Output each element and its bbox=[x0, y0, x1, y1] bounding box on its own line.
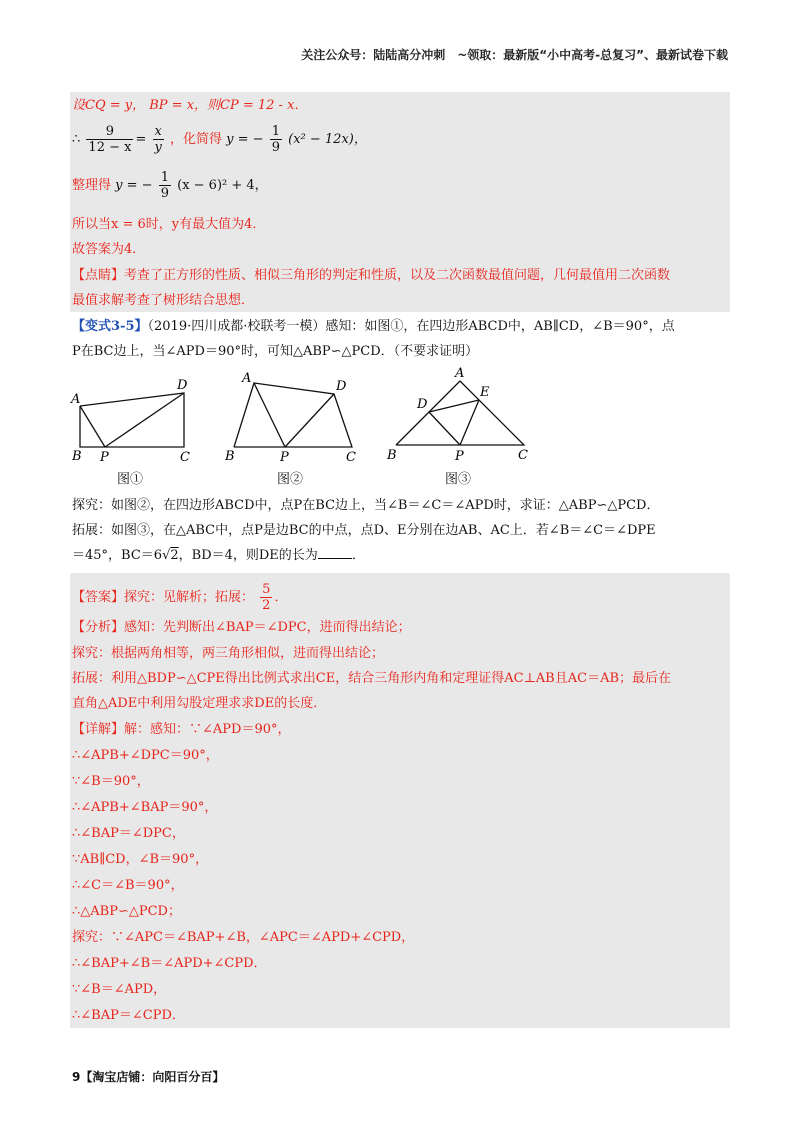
solution-line-4: 所以当x = 6时，y有最大值为4． bbox=[72, 217, 266, 232]
fraction: $\frac{9}{12 - x}$ bbox=[88, 124, 132, 155]
figure-1 bbox=[68, 370, 198, 462]
page-footer: 9【淘宝店铺：向阳百分百】 bbox=[72, 1070, 225, 1084]
answer-line: 【答案】探究：见解析；拓展： $\frac{5}{2}$ ． bbox=[72, 582, 288, 613]
figure-2-caption: 图② bbox=[277, 472, 304, 487]
detail-line-4: ∴∠APB+∠BAP＝90°， bbox=[72, 800, 218, 815]
fig1-label-a: A bbox=[71, 392, 81, 407]
problem-line-5: ＝45°，BC＝6√2，BD＝4，则DE的长为 ． bbox=[72, 548, 365, 563]
solution-line-5: 故答案为4． bbox=[72, 242, 146, 257]
detail-line-7: ∴∠C＝∠B＝90°， bbox=[72, 878, 184, 893]
fig2-label-p: P bbox=[280, 450, 289, 462]
problem-line-2: P在BC边上，当∠APD＝90°时，可知△ABP∽△PCD．（不要求证明） bbox=[72, 344, 479, 359]
fig3-label-c: C bbox=[518, 448, 528, 462]
detail-line-1: 【详解】解：感知：∵∠APD＝90°， bbox=[72, 722, 291, 737]
fraction: $\frac{1}{9}$ bbox=[160, 170, 169, 201]
analysis-line-4: 直角△ADE中利用勾股定理求求DE的长度． bbox=[72, 696, 327, 711]
problem-line-3: 探究：如图②，在四边形ABCD中，点P在BC边上，当∠B＝∠C＝∠APD时，求证：△ABP∽△PCD． bbox=[72, 498, 660, 513]
comment-line-2: 最值求解考查了树形结合思想． bbox=[72, 293, 255, 308]
analysis-line-3: 拓展：利用△BDP∽△CPE得出比例式求出CE，结合三角形内角和定理证得AC⊥AB且AC＝AB；最后在 bbox=[72, 671, 672, 686]
detail-line-6: ∵AB∥CD，∠B＝90°， bbox=[72, 852, 209, 867]
solution-line-2: ∴ $\frac{9}{12 - x}$ = $\frac{x}{y}$ ，化简得 y = − $\frac{1}{9}$ (x² − 12x)， bbox=[72, 124, 367, 155]
problem-line-4: 拓展：如图③，在△ABC中，点P是边BC的中点，点D、E分别在边AB、AC上．若∠B＝∠C＝∠DPE bbox=[72, 523, 656, 538]
fig2-label-a: A bbox=[242, 371, 252, 386]
figure-3-caption: 图③ bbox=[445, 472, 472, 487]
fig2-label-d: D bbox=[336, 379, 347, 394]
fig3-label-d: D bbox=[417, 397, 428, 412]
problem-line-1: 【变式3-5】（2019·四川成都·校联考一模）感知：如图①，在四边形ABCD中，AB∥CD，∠B＝90°，点 bbox=[72, 319, 675, 334]
fraction: $\frac{x}{y}$ bbox=[154, 124, 162, 155]
fig1-label-p: P bbox=[100, 450, 109, 462]
detail-line-2: ∴∠APB+∠DPC＝90°， bbox=[72, 748, 219, 763]
detail-line-3: ∵∠B＝90°， bbox=[72, 774, 150, 789]
analysis-line-2: 探究：根据两角相等，两三角形相似，进而得出结论； bbox=[72, 646, 385, 661]
comment-line-1: 【点睛】考查了正方形的性质、相似三角形的判定和性质，以及二次函数最值问题，几何最值用二次函数 bbox=[72, 268, 671, 283]
figure-2 bbox=[222, 370, 362, 462]
answer-blank bbox=[318, 558, 352, 559]
detail-line-10: ∴∠BAP+∠B＝∠APD+∠CPD． bbox=[72, 956, 267, 971]
fig3-label-p: P bbox=[455, 449, 464, 462]
fig3-label-b: B bbox=[387, 448, 397, 462]
fig2-label-c: C bbox=[346, 450, 356, 462]
figure-1-caption: 图① bbox=[117, 472, 144, 487]
fig1-label-d: D bbox=[177, 378, 188, 393]
solution-line-3: 整理得 y = − $\frac{1}{9}$ (x − 6)² + 4， bbox=[72, 170, 268, 201]
fig2-label-b: B bbox=[225, 449, 235, 462]
analysis-line-1: 【分析】感知：先判断出∠BAP＝∠DPC，进而得出结论； bbox=[72, 620, 411, 635]
fig1-label-c: C bbox=[180, 450, 190, 462]
figure-3 bbox=[384, 362, 534, 462]
detail-line-11: ∵∠B＝∠APD， bbox=[72, 982, 167, 997]
fraction: $\frac{1}{9}$ bbox=[271, 124, 280, 155]
sqrt-sign: √ bbox=[162, 548, 171, 563]
fig3-label-e: E bbox=[480, 385, 490, 400]
detail-line-9: 探究：∵∠APC＝∠BAP+∠B，∠APC＝∠APD+∠CPD， bbox=[72, 930, 415, 945]
fig1-label-b: B bbox=[72, 449, 82, 462]
fig3-label-a: A bbox=[455, 366, 465, 381]
detail-line-5: ∴∠BAP＝∠DPC， bbox=[72, 826, 185, 841]
detail-line-8: ∴△ABP∽△PCD； bbox=[72, 904, 181, 919]
solution-line-1: 设CQ = y， BP = x，则CP = 12 - x． bbox=[72, 98, 308, 113]
page-header: 关注公众号：陆陆高分冲刺 ~领取：最新版“小中高考-总复习”、最新试卷下载 bbox=[301, 48, 728, 62]
fraction: $\frac{5}{2}$ bbox=[262, 582, 271, 613]
detail-line-12: ∴∠BAP＝∠CPD． bbox=[72, 1008, 185, 1023]
